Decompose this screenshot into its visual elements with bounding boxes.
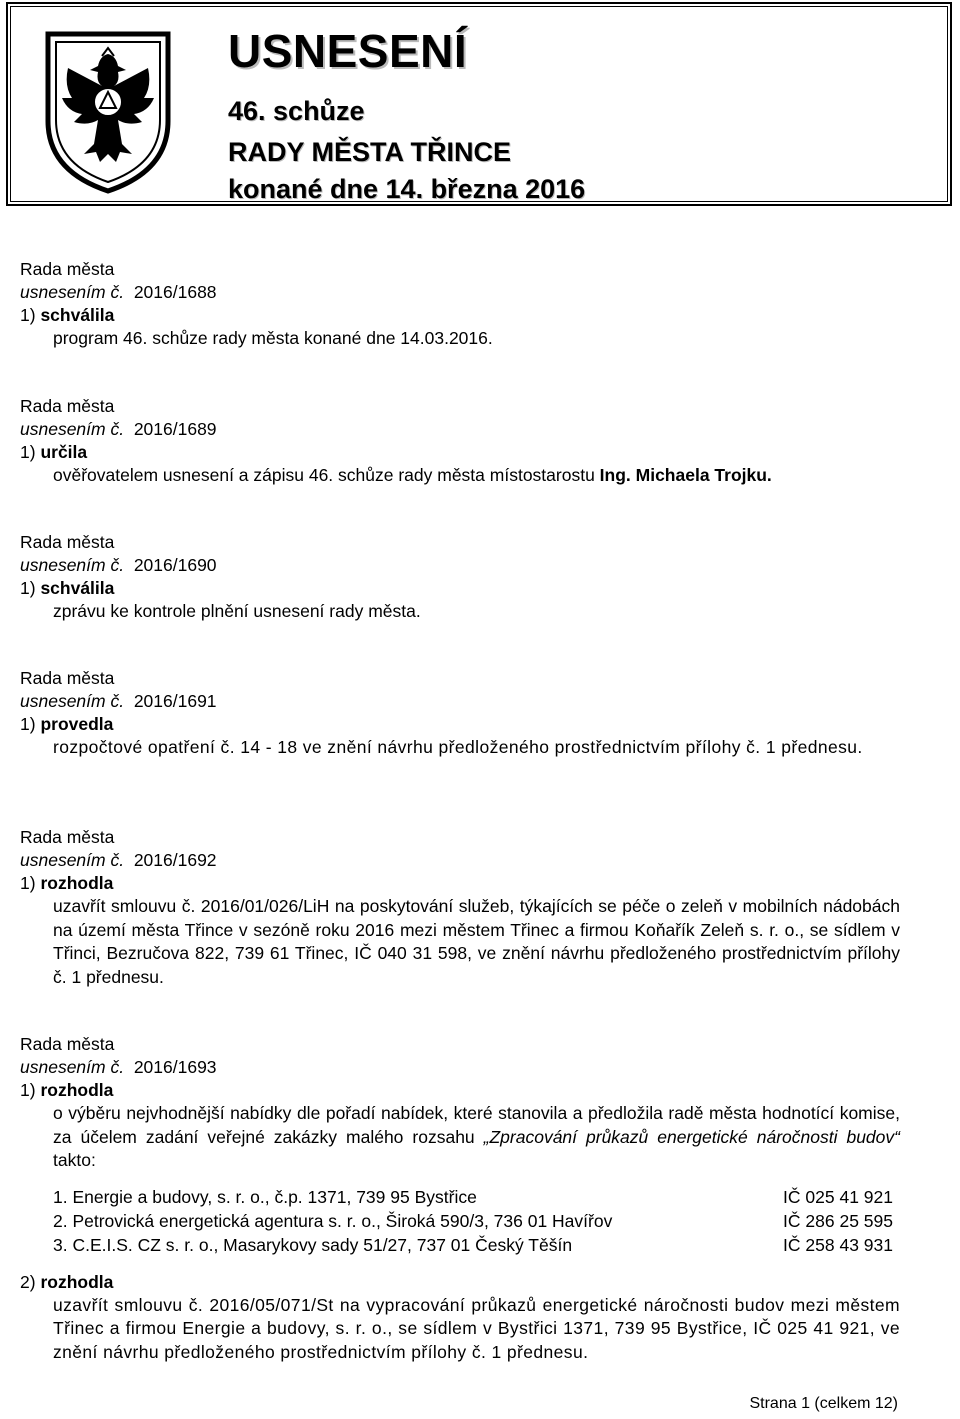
resolution-text: uzavřít smlouvu č. 2016/05/071/St na vypracování průkazů energetické náročnosti budov mezi městem Třinec a firmou Energie a budovy, s. r. o., se sídlem v Bystřici 1371, 739 95 Bystřice, IČ 025 41 921, ve znění návrhu předloženého prostřednictvím přílohy č. 1 přednesu. [53, 1294, 900, 1362]
resolution-text-main: o výběru nejvhodnější nabídky dle pořadí nabídek, které stanovila a předložila radě města hodnotící komise, za účelem zadání veřejné zakázky malého rozsahu [53, 1103, 900, 1147]
resolution-intro: Rada města [20, 827, 115, 847]
resolution-number-label: usnesením č. [20, 691, 125, 711]
resolution-intro: Rada města [20, 668, 115, 688]
resolution-number: 2016/1689 [133, 419, 217, 439]
resolution-number-label: usnesením č. [20, 555, 125, 575]
resolution-text: uzavřít smlouvu č. 2016/01/026/LiH na poskytování služeb, týkajících se péče o zeleň v mobilních nádobách na území města Třince v sezóně roku 2016 mezi městem Třinec a firmou Koňařík Zeleň s. r. o., se sídlem v Třinci, Bezručova 822, 739 61 Třinec, IČ 040 31 598, ve znění návrhu předloženého prostřednictvím přílohy č. 1 přednesu. [53, 896, 900, 987]
resolution-verb: rozhodla [40, 1271, 114, 1292]
resolution-intro: Rada města [20, 1034, 115, 1054]
contract-title: „Zpracování průkazů energetické náročnosti budov“ [483, 1126, 900, 1147]
item-number: 1) [20, 1080, 36, 1100]
session-number: 46. schůze [228, 96, 365, 126]
resolution-text-end: takto: [53, 1150, 96, 1170]
item-number: 1) [20, 442, 36, 462]
session-date: konané dne 14. března 2016 [228, 174, 586, 204]
item-number: 1) [20, 873, 36, 893]
offer-ic: IČ 286 25 595 [783, 1210, 893, 1231]
resolution-intro: Rada města [20, 396, 115, 416]
resolution-text [53, 464, 900, 488]
resolution-block [20, 1033, 900, 1364]
resolution-block [20, 531, 900, 624]
list-item [53, 1233, 893, 1257]
item-number: 1) [20, 305, 36, 325]
resolution-text: zprávu ke kontrole plnění usnesení rady města. [53, 601, 421, 621]
resolution-number: 2016/1691 [133, 691, 217, 711]
resolution-verb: schválila [40, 305, 115, 325]
resolution-block [20, 258, 900, 351]
offers-list [53, 1185, 900, 1257]
resolution-text: rozpočtové opatření č. 14 - 18 ve znění návrhu předloženého prostřednictvím přílohy č. 1 přednesu. [53, 737, 863, 757]
document-title: USNESENÍ [228, 25, 468, 77]
offer-name: 3. C.E.I.S. CZ s. r. o., Masarykovy sady 51/27, 737 01 Český Těšín [53, 1234, 573, 1255]
resolution-text: program 46. schůze rady města konané dne 14.03.2016. [53, 328, 493, 348]
item-number: 1) [20, 714, 36, 734]
resolution-intro: Rada města [20, 532, 115, 552]
offer-ic: IČ 025 41 921 [783, 1186, 893, 1207]
resolution-text-main: ověřovatelem usnesení a zápisu 46. schůze rady města místostarostu [53, 465, 600, 485]
resolution-verb: rozhodla [40, 873, 114, 893]
resolution-number-label: usnesením č. [20, 1057, 125, 1077]
page-number: Strana 1 (celkem 12) [749, 1395, 898, 1412]
resolution-number-label: usnesením č. [20, 282, 125, 302]
resolution-number: 2016/1688 [133, 282, 217, 302]
offer-name: 2. Petrovická energetická agentura s. r. o., Široká 590/3, 736 01 Havířov [53, 1210, 613, 1231]
resolution-verb: provedla [40, 714, 114, 734]
resolution-block [20, 395, 900, 488]
resolution-number-label: usnesením č. [20, 850, 125, 870]
document-header [6, 2, 952, 206]
resolution-verb: schválila [40, 578, 115, 598]
item-number: 2) [20, 1271, 36, 1292]
offer-ic: IČ 258 43 931 [783, 1234, 893, 1255]
resolution-intro: Rada města [20, 259, 115, 279]
resolution-number: 2016/1692 [133, 850, 217, 870]
resolution-person: Ing. Michaela Trojku. [599, 465, 772, 485]
resolution-block [20, 667, 900, 760]
list-item [53, 1209, 893, 1233]
resolution-number: 2016/1693 [133, 1057, 217, 1077]
resolution-block [20, 826, 900, 989]
resolution-number-label: usnesením č. [20, 419, 125, 439]
item-number: 1) [20, 578, 36, 598]
resolution-number: 2016/1690 [133, 555, 217, 575]
list-item [53, 1185, 893, 1209]
city-coat-of-arms-icon [38, 26, 178, 196]
offer-name: 1. Energie a budovy, s. r. o., č.p. 1371, 739 95 Bystřice [53, 1186, 477, 1207]
resolution-verb: rozhodla [40, 1080, 114, 1100]
council-name: RADY MĚSTA TŘINCE [228, 137, 512, 167]
resolution-verb: určila [40, 442, 88, 462]
resolution-text [53, 1102, 900, 1173]
